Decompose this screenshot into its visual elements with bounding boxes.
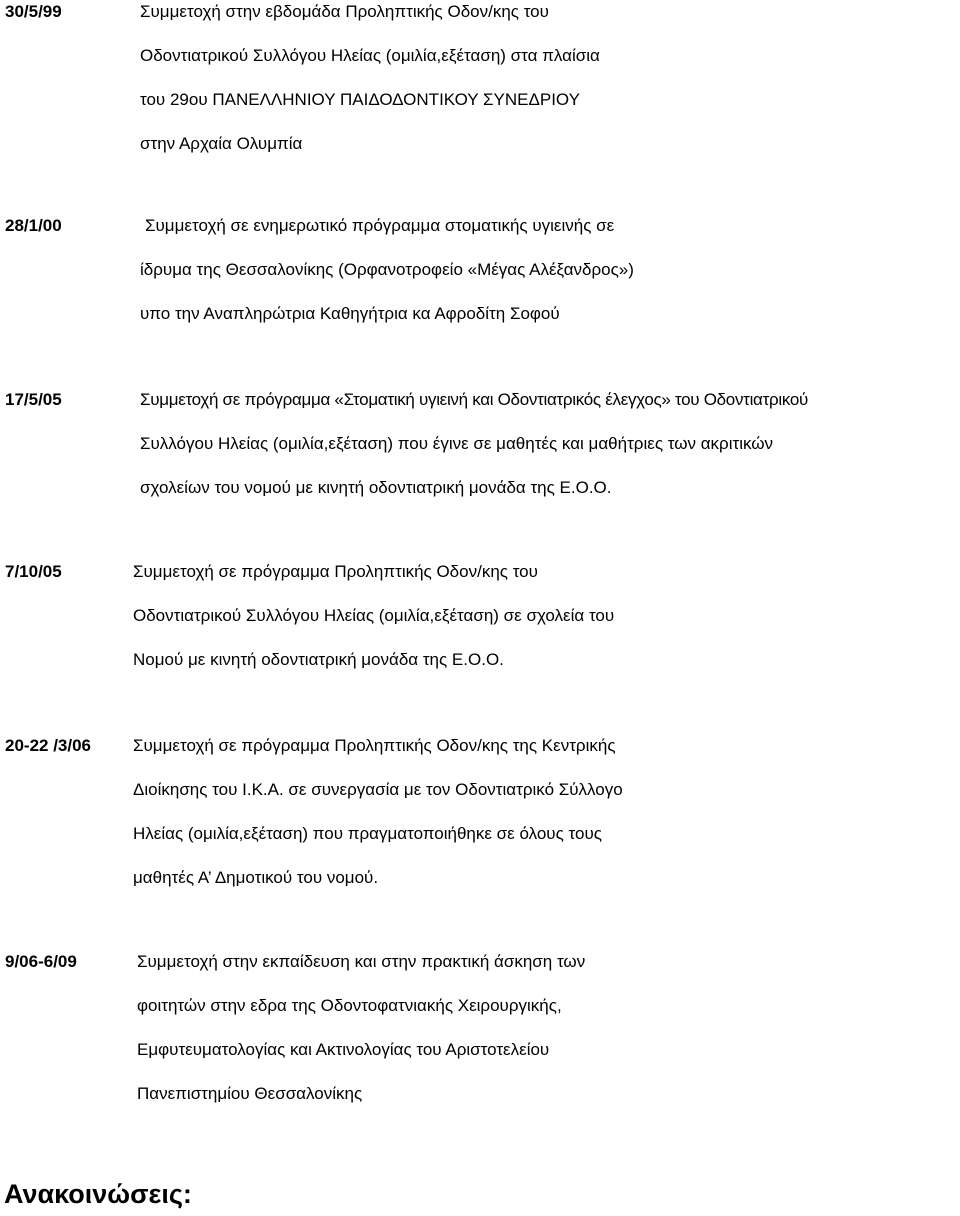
entry-line: Συμμετοχή σε πρόγραμμα Προληπτικής Οδον/κης της Κεντρικής [133, 736, 616, 755]
entry-line: Οδοντιατρικού Συλλόγου Ηλείας (ομιλία,εξέταση) στα πλαίσια [140, 46, 600, 65]
entry-line: Συλλόγου Ηλείας (ομιλία,εξέταση) που έγινε σε μαθητές και μαθήτριες των ακριτικών [140, 434, 774, 453]
entry-date: 20-22 /3/06 [5, 736, 92, 755]
entry-date: 30/5/99 [5, 2, 62, 21]
entry-line: στην Αρχαία Ολυμπία [140, 134, 303, 153]
entry-line: Συμμετοχή σε πρόγραμμα «Στοματική υγιεινή και Οδοντιατρικός έλεγχος» του Οδοντιατρικού [140, 390, 808, 409]
entry-line: σχολείων του νομού με κινητή οδοντιατρική μονάδα της Ε.Ο.Ο. [140, 478, 612, 497]
entry-line: Πανεπιστημίου Θεσσαλονίκης [137, 1084, 363, 1103]
entry-line: υπο την Αναπληρώτρια Καθηγήτρια κα Αφροδίτη Σοφού [140, 304, 560, 323]
entry-line: μαθητές Α’ Δημοτικού του νομού. [133, 868, 379, 887]
entry-line: Ηλείας (ομιλία,εξέταση) που πραγματοποιήθηκε σε όλους τους [133, 824, 602, 843]
entry-line: του 29ου ΠΑΝΕΛΛΗΝΙΟΥ ΠΑΙΔΟΔΟΝΤΙΚΟΥ ΣΥΝΕΔΡΙΟΥ [140, 90, 580, 109]
entry-date: 28/1/00 [5, 216, 62, 235]
entry-date: 9/06-6/09 [5, 952, 77, 971]
entry-line: Συμμετοχή στην εβδομάδα Προληπτικής Οδον/κης του [140, 2, 549, 21]
entry-line: Εμφυτευματολογίας και Ακτινολογίας του Αριστοτελείου [137, 1040, 550, 1059]
entry-line: Διοίκησης του Ι.Κ.Α. σε συνεργασία με τον Οδοντιατρικό Σύλλογο [133, 780, 623, 799]
entry-line: Συμμετοχή σε πρόγραμμα Προληπτικής Οδον/κης του [133, 562, 538, 581]
entry-date: 7/10/05 [5, 562, 62, 581]
entry-line: Οδοντιατρικού Συλλόγου Ηλείας (ομιλία,εξέταση) σε σχολεία του [133, 606, 615, 625]
entry-line: φοιτητών στην εδρα της Οδοντοφατνιακής Χειρουργικής, [137, 996, 562, 1015]
entry-line: Συμμετοχή στην εκπαίδευση και στην πρακτική άσκηση των [137, 952, 586, 971]
entry-line: ίδρυμα της Θεσσαλονίκης (Ορφανοτροφείο «Μέγας Αλέξανδρος») [140, 260, 634, 279]
entry-date: 17/5/05 [5, 390, 62, 409]
entry-line: Συμμετοχή σε ενημερωτικό πρόγραμμα στοματικής υγιεινής σε [145, 216, 615, 235]
entry-line: Νομού με κινητή οδοντιατρική μονάδα της Ε.Ο.Ο. [133, 650, 504, 669]
section-heading: Ανακοινώσεις: [4, 1179, 192, 1209]
